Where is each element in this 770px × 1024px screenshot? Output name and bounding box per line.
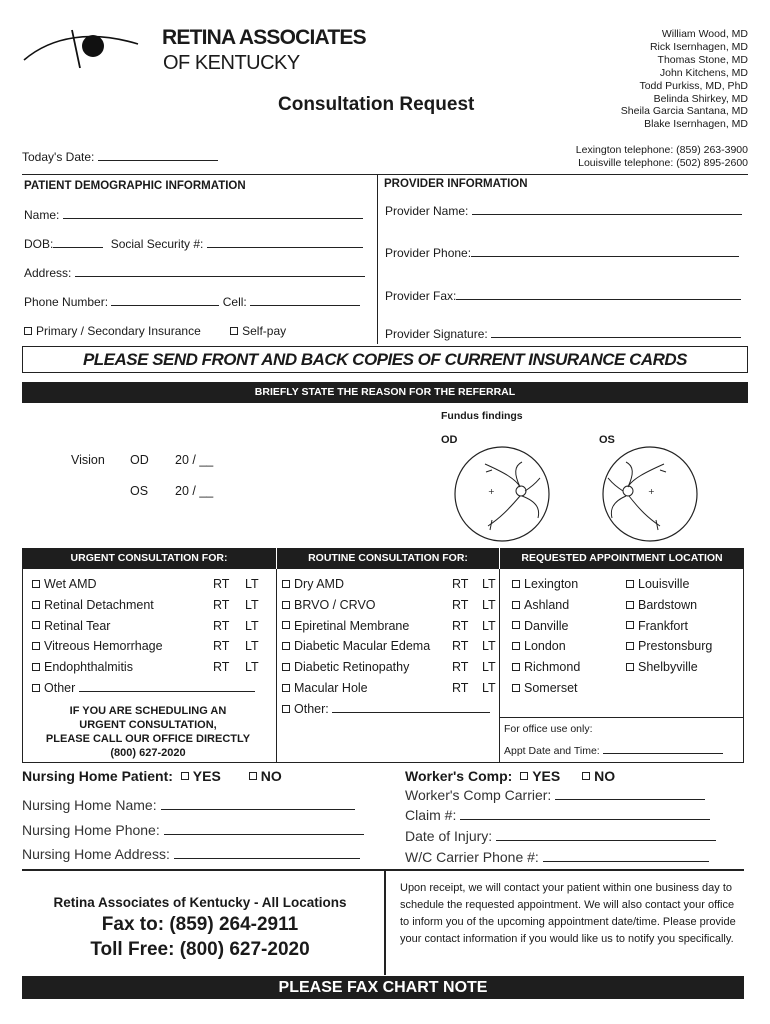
chart-note-text: PLEASE FAX CHART NOTE	[278, 979, 488, 996]
insurance-row	[24, 324, 286, 338]
claim-row	[405, 807, 710, 823]
location-item-checkbox[interactable]	[626, 580, 634, 588]
fundus-os-diagram[interactable]	[600, 444, 700, 544]
location-item-checkbox[interactable]	[512, 663, 520, 671]
urgent-item-lt-option[interactable]: LT	[245, 660, 259, 675]
injury-date-label: Date of Injury:	[405, 828, 493, 844]
selfpay-checkbox[interactable]	[230, 327, 238, 335]
grid-divider-1	[276, 569, 277, 763]
doctor-name: John Kitchens, MD	[659, 66, 748, 79]
location-item-label: Somerset	[524, 681, 578, 695]
nursing-name-row	[22, 797, 355, 813]
nursing-address-input[interactable]	[174, 858, 360, 859]
location-item-checkbox[interactable]	[512, 580, 520, 588]
routine-item-checkbox[interactable]	[282, 580, 290, 588]
urgent-note-phone: (800) 627-2020	[110, 747, 186, 759]
urgent-item-rt-option[interactable]: RT	[213, 577, 230, 591]
workers-carrier-label: Worker's Comp Carrier:	[405, 787, 552, 803]
injury-date-row	[405, 828, 716, 844]
location-item-row	[512, 681, 578, 695]
workers-no-label: NO	[594, 768, 616, 784]
routine-item-row	[282, 639, 430, 653]
provider-signature-label: Provider Signature:	[385, 327, 488, 341]
eye-logo-icon	[22, 26, 140, 72]
routine-item-row	[282, 619, 409, 633]
nursing-yes-label: YES	[192, 768, 221, 784]
footer-top-rule	[22, 869, 744, 871]
louisville-phone: Louisville telephone: (502) 895-2600	[578, 157, 748, 169]
urgent-header	[22, 548, 276, 569]
doctor-name: Thomas Stone, MD	[657, 53, 748, 66]
todays-date-row	[22, 150, 218, 164]
location-item-row	[626, 598, 697, 612]
phone-label: Phone Number:	[24, 295, 109, 309]
routine-item-rt-option[interactable]: RT	[452, 639, 469, 654]
claim-label: Claim #:	[405, 807, 457, 823]
urgent-title: URGENT CONSULTATION FOR:	[70, 552, 228, 564]
ssn-label: Social Security #:	[110, 237, 204, 251]
location-item-label: Lexington	[524, 577, 579, 591]
claim-input[interactable]	[460, 819, 710, 820]
urgent-note-line: PLEASE CALL OUR OFFICE DIRECTLY	[45, 733, 251, 745]
referral-bar	[22, 382, 748, 403]
nursing-name-label: Nursing Home Name:	[22, 797, 157, 813]
routine-header	[276, 548, 499, 569]
urgent-item-row	[32, 619, 110, 633]
routine-item-label: Dry AMD	[294, 577, 344, 591]
routine-item-row	[282, 577, 344, 591]
location-item-label: Frankfort	[638, 618, 689, 633]
routine-item-row	[282, 681, 368, 695]
location-item-label: Louisville	[638, 577, 690, 591]
nursing-yes-checkbox[interactable]	[181, 772, 189, 780]
routine-item-row	[282, 598, 376, 612]
insurance-banner-text: PLEASE SEND FRONT AND BACK COPIES OF CURRENT INSURANCE CARDS	[82, 350, 688, 369]
fundus-od-label: OD	[441, 434, 458, 446]
toll-free-number: Toll Free: (800) 627-2020	[90, 939, 310, 960]
insurance-banner	[22, 346, 748, 373]
location-item-label: Ashland	[524, 597, 570, 612]
urgent-item-label: Retinal Detachment	[44, 597, 154, 612]
urgent-item-checkbox[interactable]	[32, 663, 40, 671]
fax-number: Fax to: (859) 264-2911	[101, 914, 299, 935]
urgent-item-lt-option[interactable]: LT	[245, 618, 259, 633]
routine-item-checkbox[interactable]	[282, 642, 290, 650]
routine-item-row	[282, 660, 409, 674]
doctor-name: Rick Isernhagen, MD	[649, 40, 748, 53]
routine-item-checkbox[interactable]	[282, 663, 290, 671]
lexington-phone: Lexington telephone: (859) 263-3900	[575, 144, 748, 156]
nursing-phone-row	[22, 822, 364, 838]
routine-other-input[interactable]	[332, 712, 490, 713]
wc-phone-input[interactable]	[543, 861, 709, 862]
patient-name-input[interactable]	[63, 218, 363, 219]
urgent-other-input[interactable]	[79, 691, 255, 692]
routine-item-checkbox[interactable]	[282, 621, 290, 629]
urgent-item-checkbox[interactable]	[32, 580, 40, 588]
routine-item-lt-option[interactable]: LT	[482, 577, 496, 591]
phone-input[interactable]	[111, 305, 219, 306]
todays-date-input[interactable]	[98, 160, 218, 161]
location-item-row	[512, 660, 580, 674]
urgent-item-checkbox[interactable]	[32, 642, 40, 650]
urgent-note-line: URGENT CONSULTATION,	[79, 719, 217, 731]
routine-other-row	[282, 702, 490, 716]
insurance-label: Primary / Secondary Insurance	[36, 324, 201, 338]
routine-item-label: Diabetic Retinopathy	[294, 660, 410, 675]
chart-note-bar	[22, 976, 744, 999]
workers-yes-label: YES	[532, 768, 561, 784]
appt-label: Appt Date and Time:	[504, 745, 600, 757]
doctor-name: Sheila Garcia Santana, MD	[620, 105, 748, 118]
location-item-row	[626, 619, 688, 633]
provider-fax-row	[385, 289, 741, 303]
doctor-name: Belinda Shirkey, MD	[653, 92, 748, 105]
nursing-name-input[interactable]	[161, 809, 355, 810]
provider-fax-input[interactable]	[456, 299, 741, 300]
office-use-label: For office use only:	[504, 723, 593, 735]
routine-item-checkbox[interactable]	[282, 601, 290, 609]
urgent-note-line: IF YOU ARE SCHEDULING AN	[69, 705, 227, 717]
vision-label: Vision	[71, 453, 105, 467]
fundus-od-diagram[interactable]	[448, 444, 580, 544]
fundus-os-label: OS	[599, 434, 615, 446]
workers-comp-label: Worker's Comp:	[405, 768, 513, 784]
urgent-item-row	[32, 660, 133, 674]
todays-date-label: Today's Date:	[22, 150, 95, 164]
nursing-no-label: NO	[260, 768, 282, 784]
workers-no-checkbox[interactable]	[582, 772, 590, 780]
nursing-no-checkbox[interactable]	[249, 772, 257, 780]
location-item-row	[512, 619, 568, 633]
workers-carrier-row	[405, 787, 705, 803]
location-item-label: Prestonsburg	[638, 639, 713, 654]
routine-item-label: Epiretinal Membrane	[294, 618, 410, 633]
nursing-address-label: Nursing Home Address:	[22, 846, 170, 862]
svg-text:+: +	[488, 487, 495, 496]
location-item-checkbox[interactable]	[512, 621, 520, 629]
urgent-other-label: Other	[44, 681, 76, 695]
urgent-note	[24, 704, 272, 760]
urgent-item-rt-option[interactable]: RT	[213, 660, 230, 675]
urgent-item-label: Retinal Tear	[44, 618, 111, 633]
phone-row	[24, 295, 360, 309]
workers-comp-row	[405, 768, 615, 784]
location-item-label: Richmond	[524, 660, 581, 675]
nursing-patient-label: Nursing Home Patient:	[22, 768, 173, 784]
workers-carrier-input[interactable]	[555, 799, 705, 800]
urgent-item-lt-option[interactable]: LT	[245, 577, 259, 591]
provider-name-row	[385, 204, 742, 218]
location-item-checkbox[interactable]	[626, 663, 634, 671]
provider-phone-input[interactable]	[471, 256, 739, 257]
vision-od-label: OD	[130, 453, 149, 467]
location-item-checkbox[interactable]	[626, 601, 634, 609]
patient-name-row	[24, 208, 363, 222]
routine-item-rt-option[interactable]: RT	[452, 681, 469, 695]
footer-divider	[384, 869, 386, 975]
routine-item-lt-option[interactable]: LT	[482, 639, 496, 654]
logo	[22, 26, 140, 72]
address-label: Address:	[24, 266, 72, 280]
cell-label: Cell:	[222, 295, 247, 309]
location-item-checkbox[interactable]	[512, 684, 520, 692]
dob-row	[24, 237, 363, 251]
urgent-other-checkbox[interactable]	[32, 684, 40, 692]
routine-other-label: Other:	[294, 702, 329, 716]
location-item-row	[512, 598, 569, 612]
urgent-item-lt-option[interactable]: LT	[245, 597, 259, 612]
org-name-line2: OF KENTUCKY	[163, 52, 300, 74]
provider-phone-label: Provider Phone:	[385, 246, 472, 260]
nursing-patient-row	[22, 768, 282, 784]
provider-name-label: Provider Name:	[385, 204, 469, 218]
urgent-item-row	[32, 639, 163, 653]
vision-od-value[interactable]: 20 / __	[175, 453, 214, 467]
provider-phone-row	[385, 246, 739, 260]
provider-fax-label: Provider Fax:	[385, 289, 457, 303]
location-item-row	[512, 577, 578, 591]
urgent-item-row	[32, 577, 97, 591]
location-item-row	[512, 639, 566, 653]
urgent-item-label: Wet AMD	[44, 577, 97, 591]
doctor-list	[621, 28, 748, 131]
all-locations: Retina Associates of Kentucky - All Locations	[53, 895, 347, 910]
patient-section-title: PATIENT DEMOGRAPHIC INFORMATION	[24, 180, 246, 192]
routine-title: ROUTINE CONSULTATION FOR:	[308, 552, 468, 564]
ssn-input[interactable]	[207, 247, 363, 248]
routine-item-rt-option[interactable]: RT	[452, 597, 469, 612]
selfpay-label: Self-pay	[242, 324, 287, 338]
wc-phone-label: W/C Carrier Phone #:	[405, 849, 539, 865]
location-item-label: Bardstown	[638, 597, 698, 612]
wc-phone-row	[405, 849, 709, 865]
location-item-checkbox[interactable]	[626, 642, 634, 650]
routine-item-rt-option[interactable]: RT	[452, 618, 469, 633]
location-title: REQUESTED APPOINTMENT LOCATION	[521, 552, 723, 564]
routine-item-label: Macular Hole	[294, 681, 368, 695]
urgent-item-rt-option[interactable]: RT	[213, 639, 230, 654]
injury-date-input[interactable]	[496, 840, 716, 841]
routine-item-label: Diabetic Macular Edema	[294, 639, 431, 654]
nursing-phone-input[interactable]	[164, 834, 364, 835]
routine-item-checkbox[interactable]	[282, 684, 290, 692]
urgent-item-row	[32, 598, 154, 612]
urgent-item-label: Vitreous Hemorrhage	[44, 639, 163, 654]
doctor-name: Blake Isernhagen, MD	[644, 118, 748, 131]
routine-item-lt-option[interactable]: LT	[482, 660, 496, 675]
routine-item-rt-option[interactable]: RT	[452, 660, 469, 675]
location-item-row	[626, 660, 698, 674]
location-item-row	[626, 577, 689, 591]
nursing-address-row	[22, 846, 360, 862]
urgent-item-checkbox[interactable]	[32, 621, 40, 629]
footer-notice: Upon receipt, we will contact your patient within one business day to schedule the requested appointment. We will also contact your office to inform you of the upcoming appointment date/time. Please provide your contact information if you would like us to notify you specifically.	[400, 882, 736, 945]
routine-item-lt-option[interactable]: LT	[482, 681, 496, 695]
location-item-label: London	[524, 639, 566, 654]
workers-yes-checkbox[interactable]	[520, 772, 528, 780]
info-divider	[377, 174, 378, 344]
location-item-label: Danville	[524, 618, 569, 633]
urgent-item-lt-option[interactable]: LT	[245, 639, 259, 654]
address-input[interactable]	[75, 276, 365, 277]
svg-text:+: +	[648, 487, 655, 496]
location-header	[499, 548, 744, 569]
location-item-label: Shelbyville	[638, 660, 698, 675]
urgent-item-checkbox[interactable]	[32, 601, 40, 609]
patient-name-label: Name:	[24, 208, 60, 222]
provider-name-input[interactable]	[472, 214, 742, 215]
urgent-item-rt-option[interactable]: RT	[213, 618, 230, 633]
location-item-checkbox[interactable]	[512, 642, 520, 650]
referral-bar-title: BRIEFLY STATE THE REASON FOR THE REFERRAL	[254, 386, 516, 398]
location-item-checkbox[interactable]	[626, 621, 634, 629]
urgent-other-row	[32, 681, 255, 695]
urgent-item-rt-option[interactable]: RT	[213, 597, 230, 612]
provider-signature-input[interactable]	[491, 337, 741, 338]
nursing-phone-label: Nursing Home Phone:	[22, 822, 160, 838]
cell-input[interactable]	[250, 305, 360, 306]
routine-item-lt-option[interactable]: LT	[482, 597, 496, 612]
phone-block	[576, 144, 748, 170]
form-title: Consultation Request	[278, 94, 475, 115]
urgent-item-label: Endophthalmitis	[44, 660, 133, 675]
vision-os-label: OS	[130, 484, 149, 498]
routine-other-checkbox[interactable]	[282, 705, 290, 713]
fundus-label: Fundus findings	[441, 410, 523, 422]
appt-row	[504, 745, 723, 757]
routine-item-label: BRVO / CRVO	[294, 597, 376, 612]
appt-input[interactable]	[603, 753, 723, 754]
doctor-name: William Wood, MD	[661, 28, 748, 40]
dob-label: DOB:	[24, 237, 54, 251]
provider-signature-row	[385, 327, 741, 341]
vision-os-value[interactable]: 20 / __	[175, 484, 214, 498]
address-row	[24, 266, 365, 280]
routine-item-lt-option[interactable]: LT	[482, 618, 496, 633]
provider-section-title: PROVIDER INFORMATION	[384, 178, 528, 190]
dob-input[interactable]	[53, 247, 103, 248]
org-name-line1: RETINA ASSOCIATES	[162, 26, 366, 49]
location-item-row	[626, 639, 712, 653]
location-item-checkbox[interactable]	[512, 601, 520, 609]
doctor-name: Todd Purkiss, MD, PhD	[639, 79, 748, 92]
insurance-checkbox[interactable]	[24, 327, 32, 335]
routine-item-rt-option[interactable]: RT	[452, 577, 469, 591]
